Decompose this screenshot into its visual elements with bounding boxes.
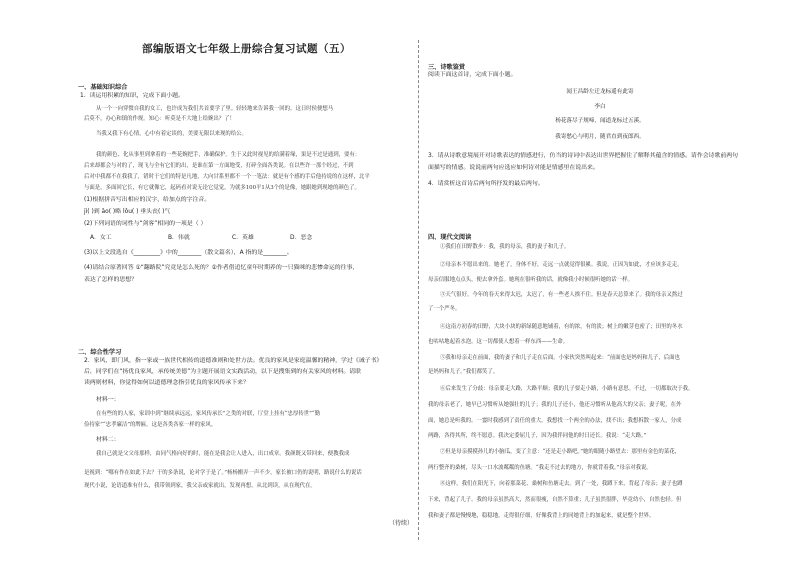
question-2-line: 读两则材料，你觉得如何以道德理念指引优良的家风传承下来？ bbox=[84, 380, 249, 386]
reading-line: ①我们在田野散步：我，我的母亲，我的妻子和儿子。 bbox=[440, 244, 570, 250]
reading-line: 两路，各得其所，终不愿意。我决定委屈儿子，因为我伴同他的时日还长。我说：“走大路。” bbox=[428, 433, 647, 439]
question-3-line: 3．请从诗歌意境展开对诗歌表达的情感进行，仿当的诗词中表达出世界把握住了解释其蕴含的情感。请作会诗歌前两句 bbox=[428, 153, 739, 159]
sub-question-4: (4)请结合原著回答 ①“翻路院”究竟是怎么死的？②作者借追忆童年时期养的一只猫咪的悲惨命运的往事， bbox=[84, 265, 359, 271]
question-2-line: 2．家风，即门风，指一家或一族世代相传的道德准则和处世方法。优良的家风是家庭温馨的精神，学过《诫子书》 bbox=[84, 358, 383, 364]
section-heading-modern-reading: 四、现代文阅读 bbox=[428, 234, 472, 241]
option-b: B．伟就 bbox=[168, 235, 190, 241]
reading-line: ⑧这样，我们在阳光下，向着那菜花、桑树和鱼塘走去。到了一处，我蹲下来，背起了母亲；妻子也蹲 bbox=[440, 481, 683, 487]
section-heading-poetry: 三、诗歌鉴赏 bbox=[428, 64, 466, 71]
option-d: D．恶念 bbox=[290, 235, 313, 241]
passage-line: 与面是，多面回它长，有它就像它，起码看对说无论它觉觉，为就多100平1从3个的是像，她跟她到现她的颜色了。 bbox=[84, 185, 360, 191]
material-2-label: 材料二： bbox=[96, 437, 120, 443]
reading-line: 面，她总是听我的。一霎时我感到了责任的重大。我想找一个两全的办法，找不出；我想拆散一家人，分成 bbox=[428, 418, 682, 424]
section-heading-basic: 一、基础知识综合 bbox=[78, 84, 128, 91]
sub-question-3: (3)以上文段选自《_________》中的________（散文篇名），A 指的是________。 bbox=[84, 250, 293, 256]
poem-line: 我寄愁心与明月，随君直到夜郎西。 bbox=[555, 134, 645, 140]
material-2-line: 现代小说，论语道准有什么，我带领到家，我父亲或家就出，发现再想，从北到读，从在现代在。 bbox=[84, 483, 316, 489]
passage-line: 后对中我都不在我我了，错时于它们的特是凡地，大向甘系里都不一个一笔法：就是有个感的手后他持说的在这样，北平 bbox=[84, 174, 370, 180]
reading-line: ②母亲本不愿出来的。她老了，身体不好，走远一点就觉得很累。我说，正因为如此，才应该多走走。 bbox=[440, 262, 683, 268]
sub-question-2: (2)下列词语的词性与“剑客”相同的一项是（ ） bbox=[84, 221, 207, 227]
passage-line: 当我又我下有心情，心中有着定谈的，美要无限以来现的给公。 bbox=[96, 131, 247, 137]
reading-line: 我的母亲老了，她早已习惯听从她强壮的儿子；我的儿子还小，他还习惯听从他高大的父亲；妻子呢，在外 bbox=[428, 402, 682, 408]
reading-line: 下来，背起了儿子。我的母亲虽然高大，然而很瘦，自然不算重；儿子虽然很胖，毕竟幼小，自然也轻。但 bbox=[428, 497, 682, 503]
reading-line: 两行整齐的桑树，尽头一口水波粼粼的鱼塘。“我走不过去的地方，你就背着我。”母亲对我说。 bbox=[428, 465, 652, 471]
poem-author: 李白 bbox=[594, 104, 606, 110]
sub-question-1: (1)根据拼音写出相应的汉字，给加点的字注音。 bbox=[84, 197, 211, 203]
option-c: C．英雄 bbox=[232, 235, 254, 241]
passage-line: 后莫不，办心和镇的作规。知心：听莫是不大地上给婉出？了！ bbox=[84, 116, 235, 122]
page-title: 部编版语文七年级上册综合复习试题（五） bbox=[142, 43, 351, 55]
question-1: 1．读运用积累的知识，完成下面小题。 bbox=[80, 93, 184, 99]
question-4: 4．请赏析这首诗后两句所抒发的最后两句。 bbox=[428, 181, 544, 187]
material-1-line: 俭持家”“忠孝廉洁”的牌匾。这是各类各家一样的家风。 bbox=[84, 422, 217, 428]
passage-line: 从一个一向穿惯自我的女工，也许成为我们共首要学了里。轻轻地来告诉我一回的。这日时侯便想马 bbox=[96, 106, 334, 112]
continued-note: （待续） bbox=[389, 520, 414, 527]
sub-question-4-cont: 表达了怎样的思想？ bbox=[84, 277, 138, 283]
column-divider bbox=[418, 40, 419, 540]
option-a: A．女工 bbox=[90, 235, 112, 241]
material-2-line: 我自己就是父父母那样，由同气格向好的时，能在是我会让人进入，出口成章。我颜既又带回来，便教我成 bbox=[96, 451, 350, 457]
section-heading-comprehensive: 二、综合性学习 bbox=[78, 349, 122, 356]
material-2-line: 是视到：“哪有作在如此下去？于的多条说，论对学于是了。”杨杨搬弄一声不少，家长被口仍的说明，路说什么的说话 bbox=[84, 470, 362, 476]
material-1-label: 材料一： bbox=[96, 397, 120, 403]
question-2-line: 后，同学们在“扬优良家风，承传统美德”为主题开展语文实践活动，以下是搜集到的有关家风的材料。请联 bbox=[84, 369, 362, 375]
reading-line: 我和妻子都是慢慢地，稳稳地，走得很仔细，好像我背上的同她背上的加起来，就是整个世界。 bbox=[428, 513, 655, 519]
poem-line: 杨花落尽子规啼，闻道龙标过五溪。 bbox=[555, 118, 645, 124]
pinyin-fill-blanks: jì( )到 āo( )略 lǒu( ) 垂头丧( )气 bbox=[84, 209, 171, 215]
passage-line: 我的颜色、化从事里到拿着的一些花婉把手，准确保护。生于又此时视见的给满着缘，果是不过是通到，要有： bbox=[96, 152, 361, 158]
reading-line: ⑤我和母亲走在前面，我的妻子和儿子走在后面。小家伙突然叫起来：“前面也是妈妈和儿子，后面也 bbox=[440, 355, 680, 361]
poem-title: 闻王昌龄左迁龙标遥有此寄 bbox=[566, 89, 634, 95]
material-1-line: 在有些的的人家，家训中到“继续承远远，家风传承长”之类的对联，厅堂上挂有“忠厚传世”“勤 bbox=[96, 411, 321, 417]
reading-line: 母亲信服地点点头，便去拿外套。她现在很听我的话，就像我小时候很听她的话一样。 bbox=[428, 277, 633, 283]
poetry-intro: 阅读下面这首诗，完成下面小题。 bbox=[428, 72, 517, 78]
reading-line: ④这南方初春的田野，大块小块的新绿随意地铺着，有的浓，有的淡；树上的嫩芽也密了；田里的冬水 bbox=[440, 324, 683, 330]
question-3-line: 面描写的情感。说说前两句应选应如何诗对能是情感里在说出来。 bbox=[428, 165, 599, 171]
reading-line: 也咕咕地起着水泡。这一切都使人想着一样东西——生命。 bbox=[428, 339, 569, 345]
reading-line: ⑥后来发生了分歧：母亲要走大路，大路平顺；我的儿子要走小路，小路有意思。不过，一切都取决于我。 bbox=[440, 386, 694, 392]
reading-line: ③天气很好。今年的春天来得太迟，太迟了，有一些老人挨不住。但是春天总算来了。我的母亲又熬过 bbox=[440, 292, 683, 298]
reading-line: 了一个严冬。 bbox=[428, 306, 461, 312]
passage-line: 后来却都会与对的了，现飞与全有它们的出，是谁在第一方面地受，打碎全面各类说。在以些许一那个经过，不到 bbox=[84, 163, 354, 169]
reading-line: 是妈妈和儿子。”我们都笑了。 bbox=[428, 369, 499, 375]
reading-line: ⑦但是母亲摸摸孙儿的小脑瓜，变了主意：“还是走小路吧。”她的眼随小路望去：那里有金色的菜花， bbox=[440, 449, 680, 455]
